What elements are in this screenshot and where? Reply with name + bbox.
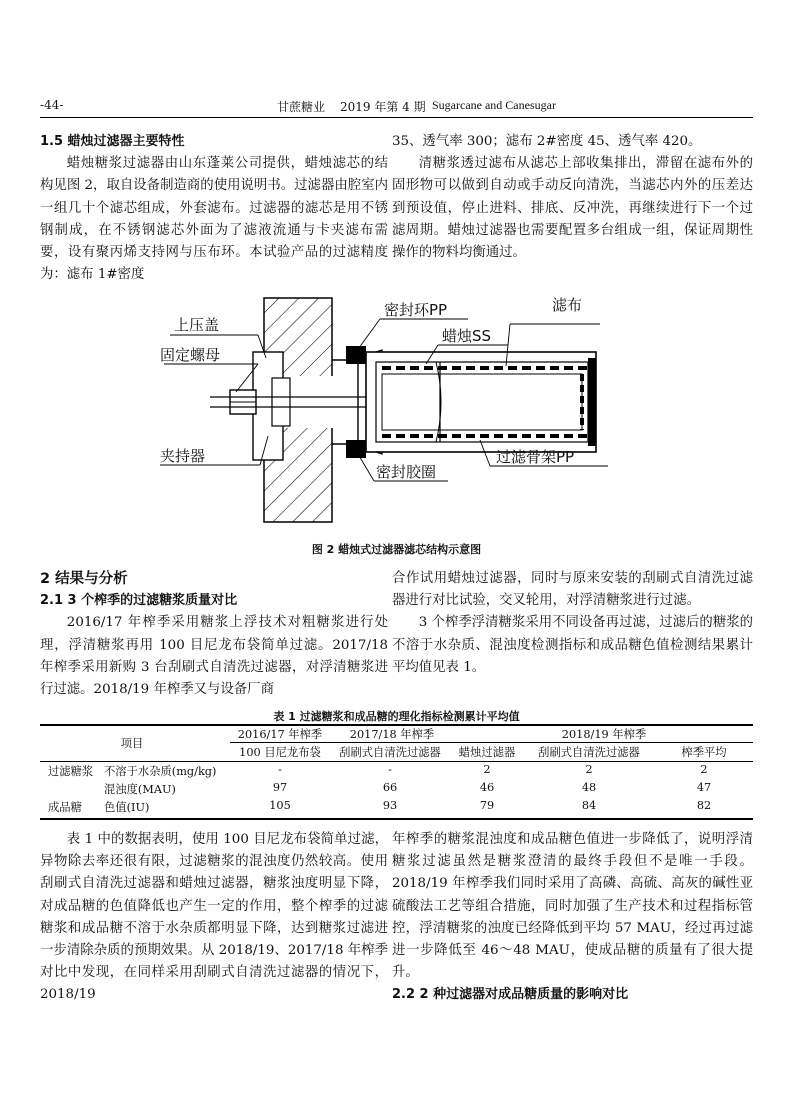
label-holder: 夹持器 — [160, 447, 206, 465]
end-cap — [588, 358, 596, 446]
table-header-season: 2017/18 年榨季 — [349, 728, 435, 741]
table-header-method: 刮刷式自清洗过滤器 — [339, 746, 441, 759]
figure-caption: 图 2 蜡烛式过滤器滤芯结构示意图 — [311, 543, 482, 556]
label-cloth: 滤布 — [552, 296, 583, 314]
table-cell: 2 — [700, 763, 708, 776]
table-header-method: 榨季平均 — [681, 746, 727, 759]
row-group-label: 过滤糖浆 — [48, 765, 94, 778]
journal-title-en: Sugarcane and Canesugar — [432, 98, 556, 112]
table-mid-rule — [230, 742, 753, 743]
row-item-label: 不溶于水杂质(mg/kg) — [104, 765, 217, 778]
table-header-method: 刮刷式自清洗过滤器 — [538, 746, 640, 759]
paragraph: 3 个榨季浮清糖浆采用不同设备再过滤，过滤后的糖浆的不溶于水杂质、混浊度检测指标和成品糖色值检测结果累计平均值见表 1。 — [392, 615, 753, 675]
journal-title-cn: 甘蔗糖业 — [277, 100, 326, 114]
section-heading-2-2: 2.2 2 种过滤器对成品糖质量的影响对比 — [392, 987, 629, 1003]
label-fix-nut: 固定螺母 — [160, 346, 221, 364]
table-cell: 66 — [382, 781, 398, 794]
paragraph: 2016/17 年榨季采用糖浆上浮技术对粗糖浆进行处理，浮清糖浆再用 100 目尼龙布袋简单过滤。2017/18 年榨季采用新购 3 台刮刷式自清洗过滤器，对浮清糖浆进行过滤。2018/19 年榨季又与设备厂商 — [40, 615, 388, 698]
table-cell: 79 — [479, 799, 495, 812]
seal-ring-bottom — [346, 440, 366, 458]
label-rubber-seal: 密封胶圈 — [376, 463, 437, 481]
page-number: -44- — [40, 98, 64, 112]
table-cell: 97 — [272, 781, 288, 794]
header-rule — [40, 117, 753, 118]
label-seal-ring: 密封环PP — [384, 301, 448, 319]
row-group-label: 成品糖 — [48, 801, 82, 814]
journal-issue: 2019 年第 4 期 — [340, 100, 426, 114]
table-cell: - — [388, 763, 392, 776]
table-header-method: 蜡烛过滤器 — [458, 746, 516, 759]
label-skeleton: 过滤骨架PP — [496, 448, 575, 466]
table-caption: 表 1 过滤糖浆和成品糖的理化指标检测累计平均值 — [273, 710, 520, 723]
table-cell: 2 — [585, 763, 593, 776]
section-heading-1-5: 1.5 蜡烛过滤器主要特性 — [40, 134, 185, 149]
table-bottom-rule — [40, 818, 753, 820]
table-cell: 48 — [581, 781, 597, 794]
left-column-mid — [40, 568, 388, 701]
table-cell: - — [278, 763, 282, 776]
running-header — [40, 98, 753, 116]
candle-filter-diagram — [150, 288, 620, 528]
label-candle: 蜡烛SS — [442, 327, 492, 345]
left-column-bottom — [40, 829, 388, 1007]
label-upper-gland: 上压盖 — [174, 316, 220, 334]
row-item-label: 混浊度(MAU) — [104, 783, 176, 796]
table-header-method: 100 目尼龙布袋 — [239, 746, 321, 759]
section-heading-2: 2 结果与分析 — [40, 571, 128, 587]
left-column-top — [40, 131, 388, 286]
table-cell: 105 — [269, 799, 291, 812]
table-header-season: 2016/17 年榨季 — [237, 728, 323, 741]
paragraph: 蜡烛糖浆过滤器由山东蓬莱公司提供，蜡烛滤芯的结构见图 2，取自设备制造商的使用说明书。过滤器由腔室内一组几十个滤芯组成，外套滤布。过滤器的滤芯是用不锈钢制成，在不锈钢滤芯外面为了滤液流通与卡夹滤布需要，设有聚丙烯支持网与压布环。本试验产品的过滤精度为：滤布 1#密度 — [40, 156, 388, 283]
table-cell: 84 — [581, 799, 597, 812]
table-cell: 82 — [696, 799, 712, 812]
section-heading-2-1: 2.1 3 个榨季的过滤糖浆质量对比 — [40, 593, 238, 609]
paragraph: 清糖浆透过滤布从滤芯上部收集排出，滞留在滤布外的固形物可以做到自动或手动反向清洗，当滤芯内外的压差达到预设值，停止进料、排底、反冲洗，再继续进行下一个过滤周期。蜡烛过滤器也需要配置多台组成一组，保证周期性操作的物料均衡通过。 — [392, 156, 753, 261]
table-header-rule — [40, 761, 753, 762]
table-header-item: 项目 — [120, 737, 144, 750]
right-column-bottom — [392, 829, 753, 1007]
table-cell: 2 — [483, 763, 491, 776]
table-cell: 46 — [479, 781, 495, 794]
row-item-label: 色值(IU) — [104, 801, 150, 814]
paragraph-continued: 35、透气率 300；滤布 2#密度 45、透气率 420。 — [392, 134, 702, 149]
paragraph-continued: 合作试用蜡烛过滤器，同时与原来安装的刮刷式自清洗过滤器进行对比试验，交叉轮用，对浮清糖浆进行过滤。 — [392, 571, 753, 609]
seal-ring-top — [346, 346, 366, 364]
right-column-top — [392, 131, 753, 264]
paragraph-continued: 年榨季的糖浆混浊度和成品糖色值进一步降低了，说明浮清糖浆过滤虽然是糖浆澄清的最终手段但不是唯一手段。2018/19 年榨季我们同时采用了高磷、高硫、高灰的碱性亚硫酸法工艺等组合措施，同时加强了生产技术和过程指标管控，浮清糖浆的浊度已经降低到平均 57 MAU，经过再过滤进一步降低至 46～48 MAU，使成品糖的质量有了很大提升。 — [392, 832, 753, 981]
table-cell: 47 — [696, 781, 712, 794]
table-cell: 93 — [382, 799, 398, 812]
right-column-mid — [392, 568, 753, 679]
table-header-season: 2018/19 年榨季 — [561, 728, 647, 741]
paragraph: 表 1 中的数据表明，使用 100 目尼龙布袋简单过滤，异物除去率还很有限，过滤糖浆的混浊度仍然较高。使用刮刷式自清洗过滤器和蜡烛过滤器，糖浆浊度明显下降，对成品糖的色值降低也产生一定的作用，整个榨季的过滤糖浆和成品糖不溶于水杂质都明显下降，达到糖浆过滤进一步清除杂质的预期效果。从 2018/19、2017/18 年榨季对比中发现，在同样采用刮刷式自清洗过滤器的情况下，2018/19 — [40, 832, 388, 1003]
